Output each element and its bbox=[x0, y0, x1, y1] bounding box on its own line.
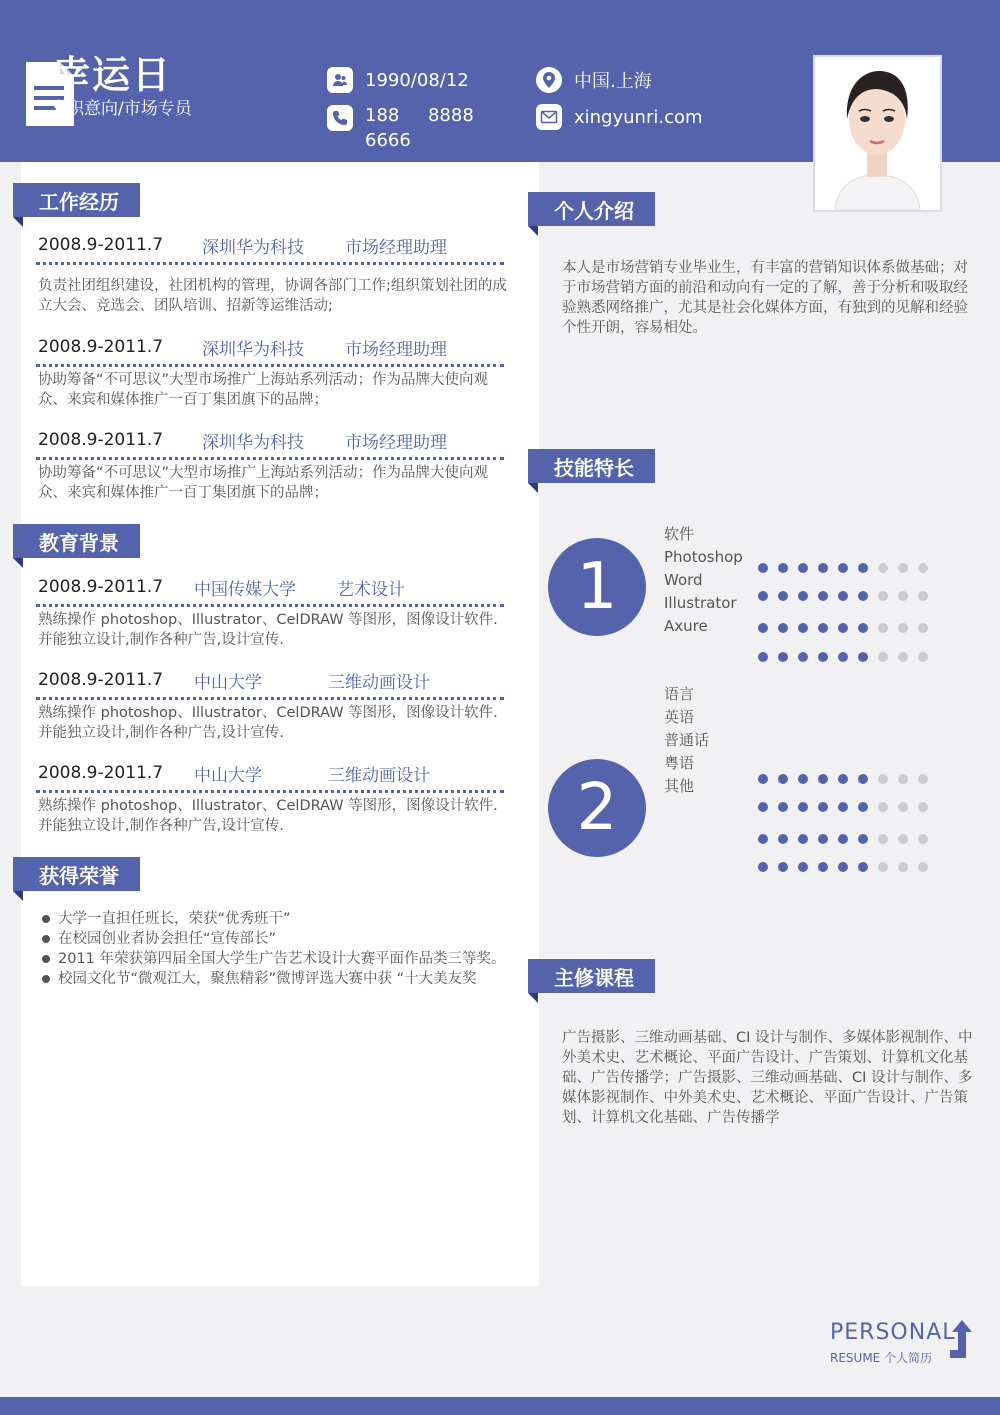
work-desc: 协助筹备“不可思议”大型市场推广上海站系列活动；作为品牌大使向观众、来宾和媒体推广一百丁集团旗下的品牌； bbox=[38, 372, 489, 408]
skill-group-number: 1 bbox=[548, 538, 646, 636]
level-dot-filled bbox=[758, 591, 768, 601]
level-dot-filled bbox=[798, 623, 808, 633]
level-dot-filled bbox=[818, 623, 828, 633]
courses-text: 广告摄影、三维动画基础、CI 设计与制作、多媒体影视制作、中外美术史、艺术概论、平面广告设计、广告策划、计算机文化基础、广告传播学；广告摄影、三维动画基础、CI 设计与制作、多媒体影视制作、中外美术史、艺术概论、平面广告设计、广告策划、计算机文化基础、广告传播学 bbox=[562, 1030, 973, 1126]
level-dot-empty bbox=[878, 623, 888, 633]
section-title-education: 教育背景 bbox=[13, 524, 140, 558]
dotted-divider bbox=[36, 604, 504, 607]
level-dot-filled bbox=[818, 652, 828, 662]
section-title-honors: 获得荣誉 bbox=[13, 857, 140, 891]
level-dot-filled bbox=[838, 652, 848, 662]
dotted-divider bbox=[36, 457, 504, 460]
education-school: 中山大学 bbox=[194, 672, 262, 693]
work-company: 深圳华为科技 bbox=[202, 237, 304, 258]
education-school: 中山大学 bbox=[194, 765, 262, 786]
skill-item: Word bbox=[664, 571, 703, 589]
level-dot-filled bbox=[818, 834, 828, 844]
level-dot-filled bbox=[858, 623, 868, 633]
level-dot-filled bbox=[758, 834, 768, 844]
education-desc: 熟练操作 photoshop、Illustrator、CelDRAW 等图形，图像设计软件.并能独立设计,制作各种广告,设计宣传. bbox=[38, 798, 498, 834]
section-fold bbox=[528, 226, 538, 236]
website-text: xingyunri.com bbox=[574, 106, 703, 128]
location-pin-icon bbox=[536, 67, 562, 93]
level-dot-filled bbox=[838, 802, 848, 812]
work-date: 2008.9-2011.7 bbox=[38, 235, 164, 255]
education-desc: 熟练操作 photoshop、Illustrator、CelDRAW 等图形，图像设计软件.并能独立设计,制作各种广告,设计宣传. bbox=[38, 612, 498, 648]
honor-item: 大学一直担任班长，荣获“优秀班干” bbox=[38, 909, 508, 929]
level-dot-filled bbox=[778, 591, 788, 601]
website-info bbox=[536, 103, 703, 131]
level-dot-empty bbox=[918, 862, 928, 872]
level-dot-empty bbox=[878, 862, 888, 872]
skill-level-dots bbox=[758, 652, 938, 662]
section-fold bbox=[13, 891, 23, 901]
level-dot-filled bbox=[798, 802, 808, 812]
level-dot-empty bbox=[918, 591, 928, 601]
level-dot-filled bbox=[758, 802, 768, 812]
level-dot-empty bbox=[878, 652, 888, 662]
level-dot-filled bbox=[818, 862, 828, 872]
skill-item: 英语 bbox=[664, 708, 695, 726]
education-date: 2008.9-2011.7 bbox=[38, 577, 164, 597]
level-dot-filled bbox=[838, 774, 848, 784]
footer-bar bbox=[0, 1397, 1000, 1415]
level-dot-empty bbox=[878, 563, 888, 573]
level-dot-empty bbox=[898, 623, 908, 633]
user-icon bbox=[327, 67, 353, 93]
level-dot-empty bbox=[918, 834, 928, 844]
education-school: 中国传媒大学 bbox=[194, 579, 296, 600]
level-dot-empty bbox=[898, 834, 908, 844]
level-dot-filled bbox=[858, 652, 868, 662]
level-dot-filled bbox=[758, 652, 768, 662]
level-dot-empty bbox=[898, 591, 908, 601]
birth-info bbox=[327, 66, 469, 94]
birth-date: 1990/08/12 bbox=[365, 69, 469, 91]
honor-item: 在校园创业者协会担任“宣传部长” bbox=[38, 929, 508, 949]
level-dot-empty bbox=[918, 774, 928, 784]
phone-info bbox=[327, 103, 502, 151]
education-date: 2008.9-2011.7 bbox=[38, 670, 164, 690]
dotted-divider bbox=[36, 790, 504, 793]
level-dot-filled bbox=[798, 652, 808, 662]
dotted-divider bbox=[36, 697, 504, 700]
level-dot-filled bbox=[778, 563, 788, 573]
skill-level-dots bbox=[758, 623, 938, 633]
section-title-work: 工作经历 bbox=[13, 183, 140, 217]
level-dot-filled bbox=[838, 862, 848, 872]
level-dot-filled bbox=[858, 774, 868, 784]
section-fold bbox=[528, 993, 538, 1003]
section-title-skills: 技能特长 bbox=[528, 449, 655, 483]
skill-item: 其他 bbox=[664, 777, 695, 795]
level-dot-filled bbox=[858, 591, 868, 601]
work-role: 市场经理助理 bbox=[345, 339, 447, 360]
level-dot-filled bbox=[798, 563, 808, 573]
skill-item: 普通话 bbox=[664, 731, 710, 749]
level-dot-empty bbox=[898, 563, 908, 573]
level-dot-filled bbox=[798, 591, 808, 601]
level-dot-filled bbox=[838, 623, 848, 633]
education-date: 2008.9-2011.7 bbox=[38, 763, 164, 783]
level-dot-filled bbox=[778, 652, 788, 662]
level-dot-filled bbox=[798, 834, 808, 844]
phone-number: 188 8888 6666 bbox=[365, 105, 480, 151]
work-company: 深圳华为科技 bbox=[202, 339, 304, 360]
skill-item: Illustrator bbox=[664, 594, 737, 612]
skill-group-title: 软件 bbox=[664, 525, 695, 543]
skill-item: Axure bbox=[664, 617, 708, 635]
work-role: 市场经理助理 bbox=[345, 432, 447, 453]
level-dot-filled bbox=[838, 834, 848, 844]
level-dot-filled bbox=[758, 862, 768, 872]
level-dot-filled bbox=[778, 862, 788, 872]
footer-resume: RESUME 个人简历 bbox=[830, 1351, 933, 1365]
level-dot-filled bbox=[778, 623, 788, 633]
level-dot-empty bbox=[918, 623, 928, 633]
honors-list bbox=[38, 909, 508, 989]
level-dot-filled bbox=[858, 862, 868, 872]
level-dot-empty bbox=[898, 774, 908, 784]
skill-level-dots bbox=[758, 862, 938, 872]
work-row-2 bbox=[38, 334, 504, 360]
section-fold bbox=[13, 558, 23, 568]
education-major: 三维动画设计 bbox=[328, 765, 430, 786]
return-arrow-icon bbox=[940, 1318, 978, 1364]
education-row-1 bbox=[38, 574, 504, 600]
skill-level-dots bbox=[758, 802, 938, 812]
footer-personal: PERSONAL bbox=[830, 1320, 956, 1345]
dotted-divider bbox=[36, 262, 504, 265]
work-desc: 协助筹备“不可思议”大型市场推广上海站系列活动；作为品牌大使向观众、来宾和媒体推广一百丁集团旗下的品牌； bbox=[38, 465, 489, 501]
education-desc: 熟练操作 photoshop、Illustrator、CelDRAW 等图形，图像设计软件.并能独立设计,制作各种广告,设计宣传. bbox=[38, 705, 498, 741]
level-dot-filled bbox=[758, 623, 768, 633]
phone-icon bbox=[327, 105, 353, 131]
work-row-1 bbox=[38, 232, 504, 258]
level-dot-empty bbox=[918, 802, 928, 812]
skill-level-dots bbox=[758, 563, 938, 573]
level-dot-filled bbox=[778, 802, 788, 812]
work-row-3 bbox=[38, 427, 504, 453]
level-dot-filled bbox=[818, 774, 828, 784]
level-dot-empty bbox=[898, 802, 908, 812]
intro-text: 本人是市场营销专业毕业生，有丰富的营销知识体系做基础；对于市场营销方面的前沿和动向有一定的了解，善于分析和吸取经验熟悉网络推广，尤其是社会化媒体方面，有独到的见解和经验个性开朗，容易相处。 bbox=[562, 260, 968, 336]
section-fold bbox=[13, 217, 23, 227]
job-intent: 求职意向/市场专员 bbox=[50, 99, 192, 119]
honor-item: 2011 年荣获第四届全国大学生广告艺术设计大赛平面作品类三等奖。 bbox=[38, 949, 508, 969]
section-fold bbox=[528, 483, 538, 493]
level-dot-filled bbox=[858, 563, 868, 573]
section-title-intro: 个人介绍 bbox=[528, 192, 655, 226]
education-major: 三维动画设计 bbox=[328, 672, 430, 693]
skill-level-dots bbox=[758, 591, 938, 601]
level-dot-filled bbox=[778, 834, 788, 844]
level-dot-empty bbox=[878, 802, 888, 812]
level-dot-empty bbox=[898, 862, 908, 872]
level-dot-filled bbox=[758, 563, 768, 573]
candidate-name: 幸运日 bbox=[52, 53, 173, 97]
level-dot-filled bbox=[818, 802, 828, 812]
skill-item: Photoshop bbox=[664, 548, 743, 566]
work-company: 深圳华为科技 bbox=[202, 432, 304, 453]
level-dot-empty bbox=[878, 834, 888, 844]
profile-photo bbox=[813, 55, 942, 212]
section-title-courses: 主修课程 bbox=[528, 959, 655, 993]
location-text: 中国.上海 bbox=[574, 71, 652, 92]
location-info bbox=[536, 66, 652, 94]
honor-item: 校园文化节“微观江大，聚焦精彩”微博评选大赛中获 “十大美友奖 bbox=[38, 969, 508, 989]
dotted-divider bbox=[36, 364, 504, 367]
level-dot-filled bbox=[778, 774, 788, 784]
education-row-2 bbox=[38, 667, 504, 693]
level-dot-filled bbox=[818, 563, 828, 573]
level-dot-filled bbox=[798, 774, 808, 784]
level-dot-filled bbox=[858, 834, 868, 844]
level-dot-empty bbox=[878, 591, 888, 601]
skill-group-software bbox=[664, 523, 743, 638]
skill-level-dots bbox=[758, 834, 938, 844]
skill-group-language bbox=[664, 683, 709, 798]
skill-group-number: 2 bbox=[548, 759, 646, 857]
skill-level-dots bbox=[758, 774, 938, 784]
mail-icon bbox=[536, 104, 562, 130]
level-dot-filled bbox=[838, 563, 848, 573]
education-row-3 bbox=[38, 760, 504, 786]
skill-group-title: 语言 bbox=[664, 685, 695, 703]
work-date: 2008.9-2011.7 bbox=[38, 337, 164, 357]
education-major: 艺术设计 bbox=[337, 579, 405, 600]
work-date: 2008.9-2011.7 bbox=[38, 430, 164, 450]
level-dot-filled bbox=[838, 591, 848, 601]
level-dot-filled bbox=[798, 862, 808, 872]
work-desc: 负责社团组织建设，社团机构的管理，协调各部门工作;组织策划社团的成立大会、竞选会、团队培训、招新等运维活动; bbox=[38, 278, 507, 314]
skill-item: 粤语 bbox=[664, 754, 695, 772]
level-dot-filled bbox=[758, 774, 768, 784]
work-role: 市场经理助理 bbox=[345, 237, 447, 258]
level-dot-empty bbox=[898, 652, 908, 662]
level-dot-empty bbox=[878, 774, 888, 784]
level-dot-empty bbox=[918, 563, 928, 573]
level-dot-filled bbox=[818, 591, 828, 601]
level-dot-empty bbox=[918, 652, 928, 662]
level-dot-filled bbox=[858, 802, 868, 812]
